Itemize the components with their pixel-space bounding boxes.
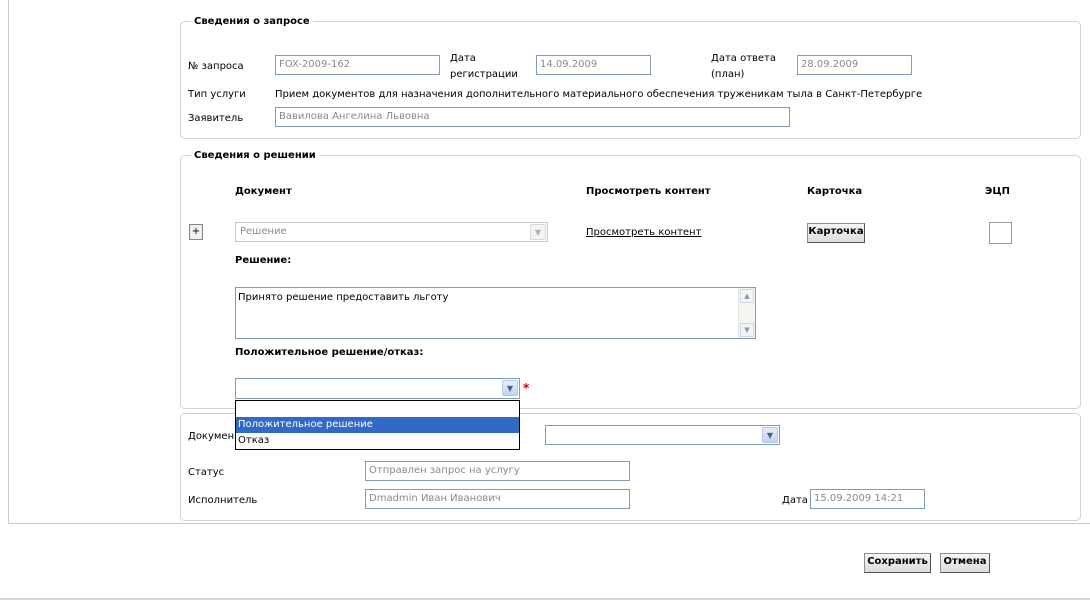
dropdown-option-positive[interactable]: Положительное решение	[236, 417, 519, 433]
status-field[interactable]: Отправлен запрос на услугу	[365, 461, 630, 481]
positive-refusal-dropdown-list	[235, 400, 520, 450]
dropdown-option-empty[interactable]	[236, 401, 519, 417]
answer-date-field[interactable]: 28.09.2009	[797, 55, 912, 75]
decision-info-legend: Сведения о решении	[194, 150, 316, 161]
request-info-legend: Сведения о запросе	[194, 16, 310, 27]
service-type-label: Тип услуги	[188, 89, 246, 100]
content-left-border	[8, 0, 9, 524]
registration-date-field[interactable]: 14.09.2009	[536, 55, 651, 75]
registration-date-label-line2: регистрации	[450, 69, 518, 80]
executor-label: Исполнитель	[188, 495, 258, 506]
applicant-field[interactable]: Вавилова Ангелина Львовна	[275, 107, 790, 127]
request-number-label: № запроса	[188, 61, 244, 72]
content-bottom-border	[8, 523, 1090, 524]
date-field[interactable]: 15.09.2009 14:21	[810, 489, 925, 509]
document-type-select[interactable]	[545, 425, 780, 445]
date-label: Дата	[782, 495, 808, 506]
positive-refusal-label: Положительное решение/отказ:	[235, 347, 424, 358]
card-column-header: Карточка	[807, 186, 863, 197]
positive-refusal-select[interactable]	[235, 378, 520, 399]
scroll-up-icon[interactable]: ▲	[740, 289, 754, 303]
save-button[interactable]: Сохранить	[864, 553, 931, 573]
request-number-field[interactable]: FOX-2009-162	[275, 55, 440, 75]
answer-date-label-line1: Дата ответа	[711, 53, 777, 64]
decision-text: Принято решение предоставить льготу	[238, 292, 449, 303]
chevron-down-icon: ▼	[530, 224, 546, 240]
scroll-down-icon[interactable]: ▼	[740, 323, 754, 337]
add-document-button[interactable]: +	[189, 224, 203, 240]
document-select-value: Решение	[240, 226, 287, 237]
decision-textarea[interactable]	[235, 287, 756, 339]
applicant-label: Заявитель	[188, 113, 244, 124]
document-label: Докумен	[188, 431, 235, 442]
answer-date-label-line2: (план)	[711, 69, 745, 80]
document-column-header: Документ	[235, 186, 292, 197]
signature-column-header: ЭЦП	[985, 186, 1010, 197]
registration-date-label-line1: Дата	[450, 53, 476, 64]
view-content-column-header: Просмотреть контент	[586, 186, 711, 197]
card-button[interactable]: Карточка	[807, 223, 865, 243]
dropdown-option-refusal[interactable]: Отказ	[238, 435, 270, 446]
chevron-down-icon: ▼	[762, 427, 778, 443]
executor-field[interactable]: Dmadmin Иван Иванович	[365, 489, 630, 509]
document-select[interactable]	[235, 222, 548, 242]
service-type-value: Прием документов для назначения дополнительного материального обеспечения труженикам тыла в Санкт-Петербурге	[275, 89, 923, 100]
cancel-button[interactable]: Отмена	[940, 553, 990, 573]
view-content-link[interactable]: Просмотреть контент	[586, 227, 702, 238]
signature-checkbox[interactable]	[989, 222, 1012, 244]
required-asterisk: *	[523, 381, 530, 395]
chevron-down-icon: ▼	[502, 380, 518, 396]
decision-label: Решение:	[235, 255, 292, 266]
textarea-scrollbar[interactable]	[738, 288, 755, 338]
status-label: Статус	[188, 467, 225, 478]
